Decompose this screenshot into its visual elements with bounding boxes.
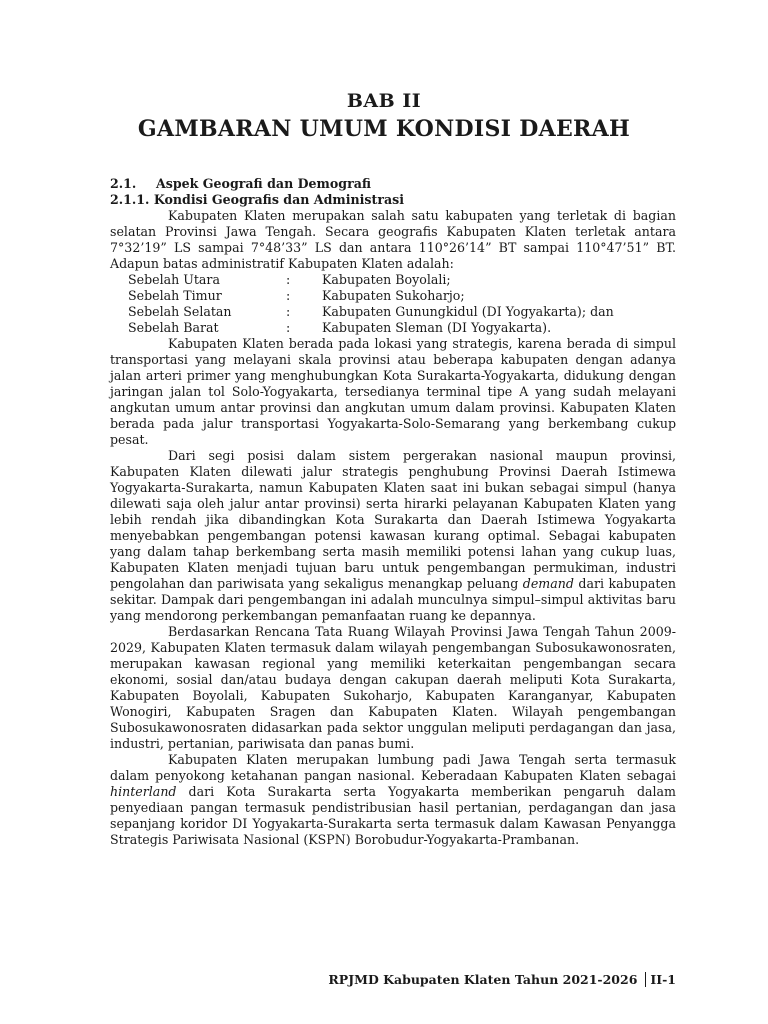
section-title: Aspek Geografi dan Demografi (156, 176, 372, 191)
page-footer (328, 972, 676, 987)
paragraph-4: Berdasarkan Rencana Tata Ruang Wilayah Provinsi Jawa Tengah Tahun 2009-2029, Kabupaten Klaten termasuk dalam wilayah pengembangan Subosukawonosraten, merupakan kawasan regional yang memiliki keterkaitan pengembangan secara ekonomi, sosial dan/atau budaya dengan cakupan daerah meliputi Kota Surakarta, Kabupaten Boyolali, Kabupaten Sukoharjo, Kabupaten Karanganyar, Kabupaten Wonogiri, Kabupaten Sragen dan Kabupaten Klaten. Wilayah pengembangan Subosukawonosraten didasarkan pada sektor unggulan meliputi perdagangan dan jasa, industri, pertanian, pariwisata dan panas bumi. (110, 624, 676, 751)
border-row-west (110, 320, 676, 336)
paragraph-3-text-end: dari kabupaten sekitar. Dampak dari pengembangan ini adalah munculnya simpul–simpul aktivitas baru yang mendorong perkembangan pemanfaatan ruang ke depannya. (110, 576, 676, 623)
border-value: Kabupaten Boyolali; (322, 272, 451, 287)
border-row-south (110, 304, 676, 320)
border-list (110, 272, 676, 336)
border-row-east (110, 288, 676, 304)
paragraph-3-italic: demand (522, 576, 574, 591)
section-heading (110, 176, 676, 192)
border-colon: : (286, 272, 291, 287)
page-content (110, 176, 676, 848)
border-direction: Sebelah Selatan (128, 304, 232, 319)
section-number: 2.1. (110, 176, 137, 191)
border-direction: Sebelah Timur (128, 288, 222, 303)
border-colon: : (286, 288, 291, 303)
paragraph-5-italic: hinterland (110, 784, 177, 799)
paragraph-3 (110, 448, 676, 624)
paragraph-3-text: Dari segi posisi dalam sistem pergerakan nasional maupun provinsi, Kabupaten Klaten dilewati jalur strategis penghubung Provinsi Daerah Istimewa Yogyakarta-Surakarta, namun Kabupaten Klaten saat ini bukan sebagai simpul (hanya dilewati saja oleh jalur antar provinsi) serta hirarki pelayanan Kabupaten Klaten yang lebih rendah jika dibandingkan Kota Surakarta dan Daerah Istimewa Yogyakarta menyebabkan pengembangan potensi kawasan kurang optimal. Sebagai kabupaten yang dalam tahap berkembang serta masih memiliki potensi lahan yang cukup luas, Kabupaten Klaten menjadi tujuan baru untuk pengembangan permukiman, industri pengolahan dan pariwisata yang sekaligus menangkap peluang (110, 448, 676, 591)
border-colon: : (286, 304, 291, 319)
border-value: Kabupaten Gunungkidul (DI Yogyakarta); dan (322, 304, 614, 319)
page-number: II-1 (650, 972, 676, 987)
footer-text: RPJMD Kabupaten Klaten Tahun 2021-2026 (328, 972, 638, 987)
paragraph-5-text: Kabupaten Klaten merupakan lumbung padi Jawa Tengah serta termasuk dalam penyokong ketahanan pangan nasional. Keberadaan Kabupaten Klaten sebagai (110, 752, 676, 783)
chapter-title: GAMBARAN UMUM KONDISI DAERAH (137, 116, 631, 142)
paragraph-5-text-end: dari Kota Surakarta serta Yogyakarta memberikan pengaruh dalam penyediaan pangan termasuk pendistribusian hasil pertanian, perdagangan dan jasa sepanjang koridor DI Yogyakarta-Surakarta serta termasuk dalam Kawasan Penyangga Strategis Pariwisata Nasional (KSPN) Borobudur-Yogyakarta-Prambanan. (110, 784, 676, 847)
border-colon: : (286, 320, 291, 335)
footer-divider (645, 972, 646, 987)
chapter-label: BAB II (346, 90, 422, 112)
border-direction: Sebelah Utara (128, 272, 220, 287)
border-row-north (110, 272, 676, 288)
paragraph-2: Kabupaten Klaten berada pada lokasi yang strategis, karena berada di simpul transportasi yang melayani skala provinsi atau beberapa kabupaten dengan adanya jalan arteri primer yang menghubungkan Kota Surakarta-Yogyakarta, didukung dengan jaringan jalan tol Solo-Yogyakarta, tersedianya terminal tipe A yang sudah melayani angkutan umum antar provinsi dan angkutan umum dalam provinsi. Kabupaten Klaten berada pada jalur transportasi Yogyakarta-Solo-Semarang yang berkembang cukup pesat. (110, 336, 676, 447)
border-value: Kabupaten Sleman (DI Yogyakarta). (322, 320, 552, 335)
border-value: Kabupaten Sukoharjo; (322, 288, 465, 303)
paragraph-5 (110, 752, 676, 848)
subsection-heading: 2.1.1. Kondisi Geografis dan Administrasi (110, 192, 405, 207)
paragraph-1: Kabupaten Klaten merupakan salah satu kabupaten yang terletak di bagian selatan Provinsi Jawa Tengah. Secara geografis Kabupaten Klaten terletak antara 7°32’19” LS sampai 7°48’33” LS dan antara 110°26’14” BT sampai 110°47’51” BT. Adapun batas administratif Kabupaten Klaten adalah: (110, 208, 676, 271)
border-direction: Sebelah Barat (128, 320, 219, 335)
